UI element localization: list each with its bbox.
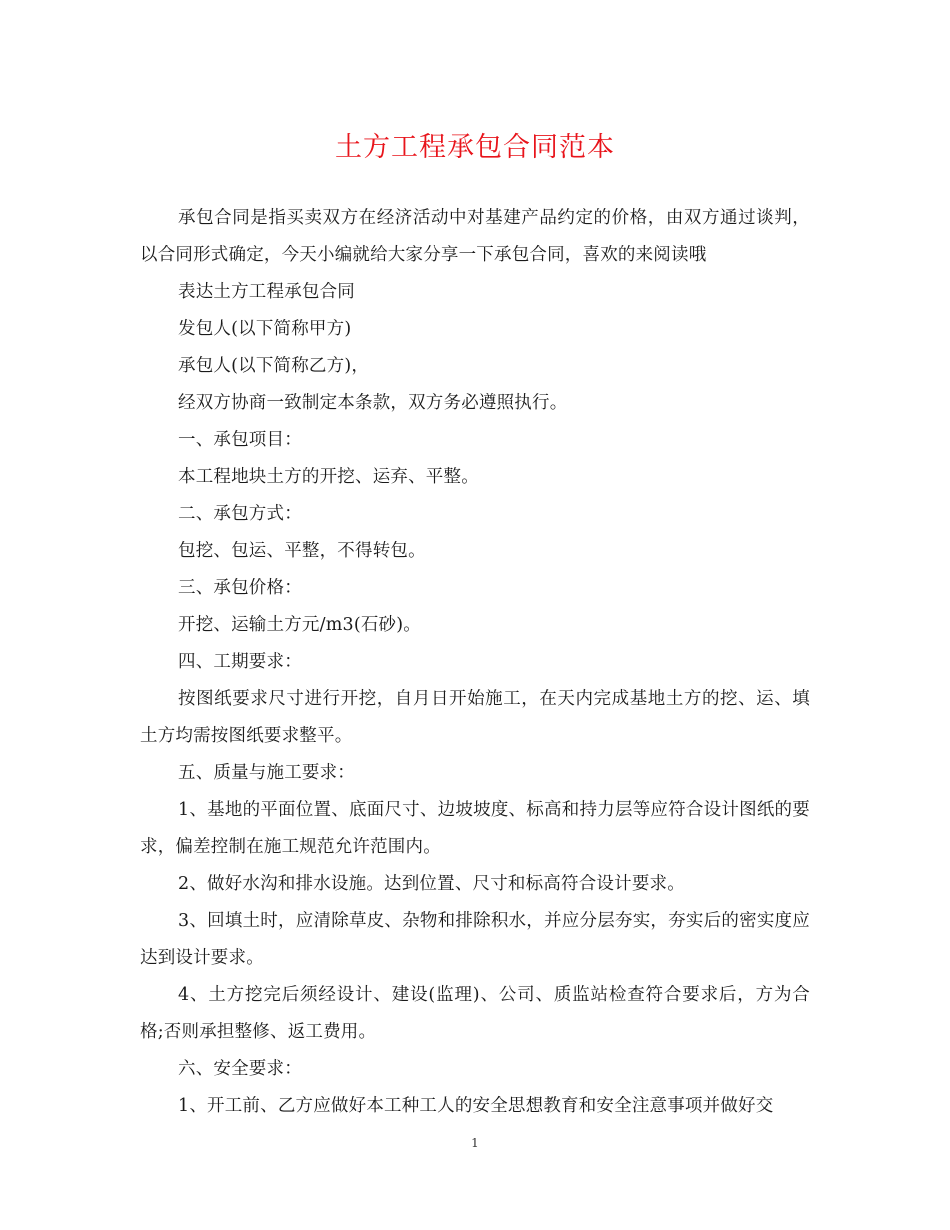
section-heading-price: 三、承包价格：	[178, 578, 302, 598]
paragraph-quality-3: 3、回填土时，应清除草皮、杂物和排除积水，并应分层夯实，夯实后的密实度应达到设计要求。	[140, 911, 810, 968]
paragraph-schedule: 按图纸要求尺寸进行开挖，自月日开始施工，在天内完成基地土方的挖、运、填土方均需按图纸要求整平。	[140, 689, 810, 746]
section-heading-project: 一、承包项目：	[178, 430, 302, 450]
paragraph-party-b: 承包人(以下简称乙方)，	[178, 356, 370, 376]
section-heading-quality: 五、质量与施工要求：	[178, 763, 355, 783]
paragraph-quality-4: 4、土方挖完后须经设计、建设(监理)、公司、质监站检查符合要求后，方为合格;否则承担整修、返工费用。	[140, 985, 810, 1042]
document-title: 土方工程承包合同范本	[335, 132, 615, 163]
document-body	[140, 200, 810, 1125]
paragraph-agreement: 经双方协商一致制定本条款，双方务必遵照执行。	[178, 393, 568, 413]
section-heading-method: 二、承包方式：	[178, 504, 302, 524]
paragraph-quality-2: 2、做好水沟和排水设施。达到位置、尺寸和标高符合设计要求。	[178, 874, 685, 894]
paragraph-project: 本工程地块土方的开挖、运弃、平整。	[178, 467, 479, 487]
paragraph-price: 开挖、运输土方元/m3(石砂)。	[178, 615, 421, 635]
paragraph-party-a: 发包人(以下简称甲方)	[178, 319, 352, 339]
section-heading-safety: 六、安全要求：	[178, 1059, 302, 1079]
paragraph-safety-1: 1、开工前、乙方应做好本工种工人的安全思想教育和安全注意事项并做好交	[178, 1096, 774, 1116]
paragraph-method: 包挖、包运、平整，不得转包。	[178, 541, 426, 561]
paragraph-intro: 承包合同是指买卖双方在经济活动中对基建产品约定的价格，由双方通过谈判，以合同形式确定，今天小编就给大家分享一下承包合同，喜欢的来阅读哦	[140, 208, 810, 265]
section-heading-schedule: 四、工期要求：	[178, 652, 302, 672]
paragraph-quality-1: 1、基地的平面位置、底面尺寸、边坡坡度、标高和持力层等应符合设计图纸的要求，偏差控制在施工规范允许范围内。	[140, 800, 810, 857]
page-number: 1	[471, 1136, 479, 1150]
paragraph-contract-name: 表达土方工程承包合同	[178, 282, 355, 302]
